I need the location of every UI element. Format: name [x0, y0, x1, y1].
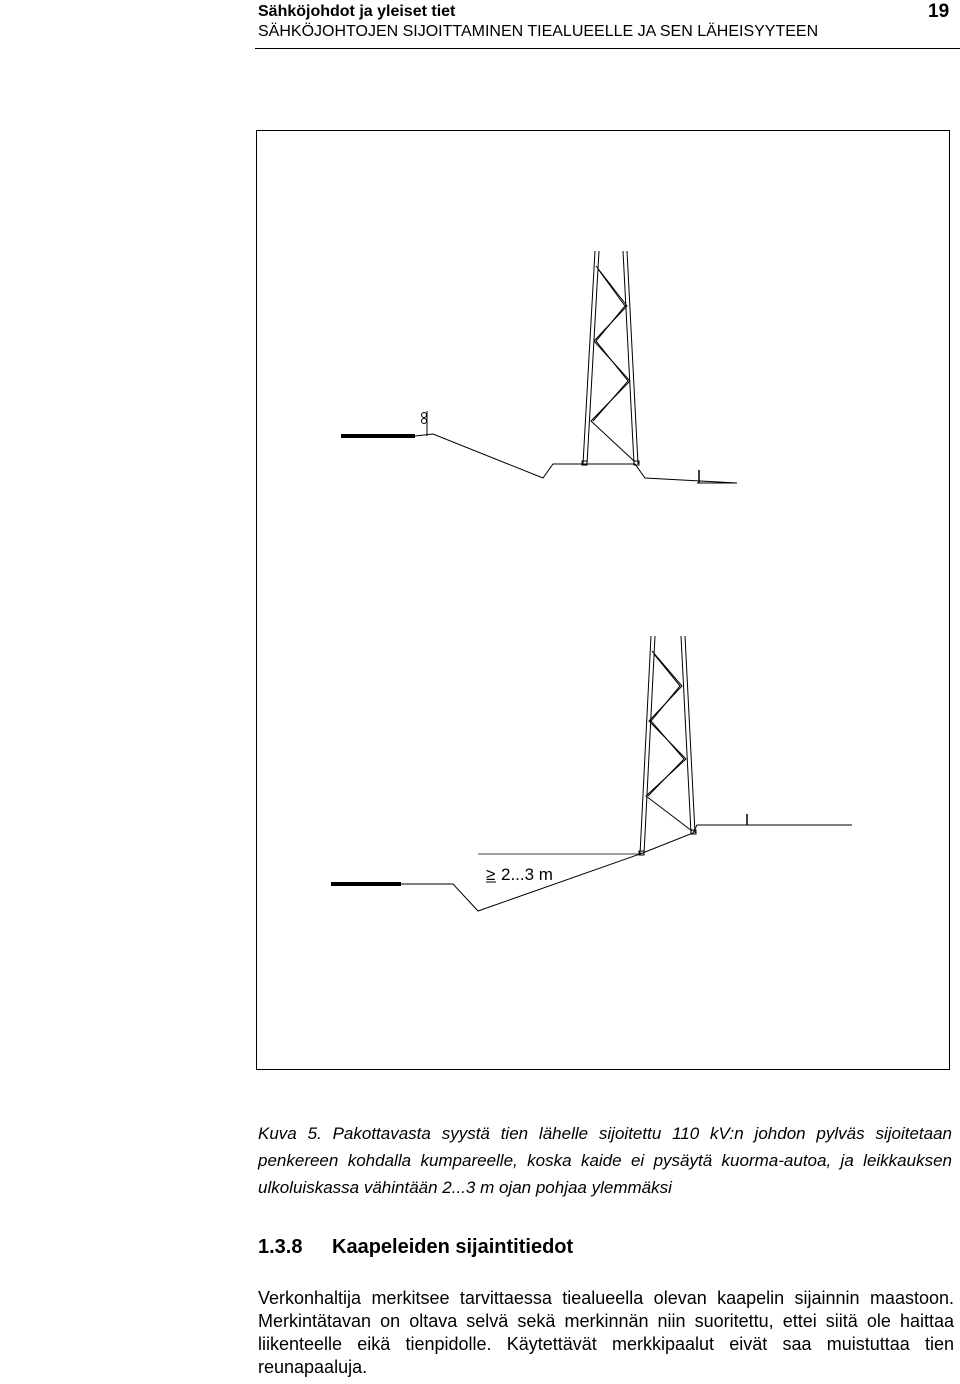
tower-upper — [582, 251, 639, 465]
guardrail-icon — [422, 411, 428, 436]
dimension-symbol: ≥ — [486, 865, 496, 884]
cut-slope-scene — [331, 636, 852, 911]
figure-caption: Kuva 5. Pakottavasta syystä tien lähelle sijoitettu 110 kV:n johdon pylväs sijoitetaan penkereen kohdalla kumpareelle, koska kaide ei pysäytä kuorma-autoa, ja leikkauksen ulkoluiskassa vähintään 2...3 m ojan pohjaa ylemmäksi — [258, 1124, 952, 1197]
document-subtitle: SÄHKÖJOHTOJEN SIJOITTAMINEN TIEALUEELLE JA SEN LÄHEISYYTEEN — [258, 23, 819, 40]
body-paragraph: Verkonhaltija merkitsee tarvittaessa tiealueella olevan kaapelin sijainnin maastoon. Merkintätavan on oltava selvä sekä merkinnän niin suoritettu, ettei siitä ole haittaa liikenteelle eikä tienpidolle. Käytettävät merkkipaalut eivät saa muistuttaa tien reunapaaluja. — [258, 1288, 954, 1377]
figure-frame — [256, 130, 950, 1070]
section-title: Kaapeleiden sijaintitiedot — [332, 1236, 574, 1258]
section-heading — [258, 1233, 573, 1261]
tower-lower — [639, 636, 696, 855]
embankment-scene — [341, 251, 737, 483]
header-divider — [255, 48, 960, 49]
page-number: 19 — [928, 1, 950, 22]
ground-profile-lower — [401, 825, 852, 911]
tower-placement-drawing — [257, 131, 951, 1071]
section-number: 1.3.8 — [258, 1236, 303, 1258]
document-title: Sähköjohdot ja yleiset tiet — [258, 3, 456, 20]
ground-profile-upper — [415, 434, 737, 483]
dimension-label: 2...3 m — [501, 865, 553, 884]
